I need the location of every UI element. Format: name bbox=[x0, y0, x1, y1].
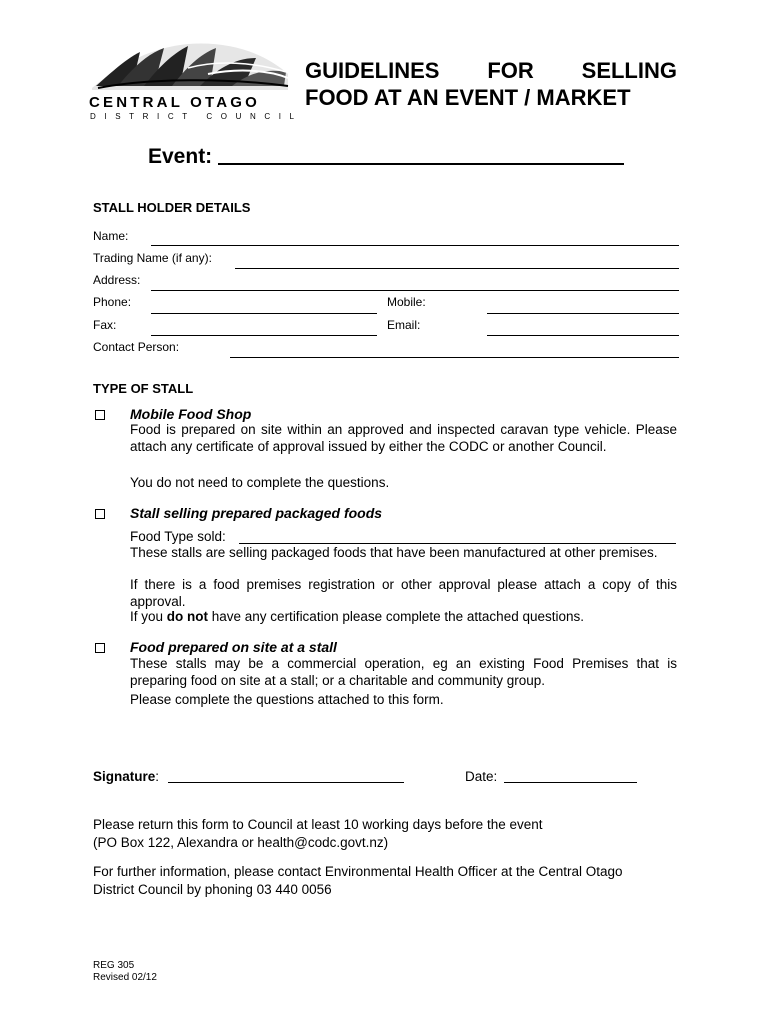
event-field[interactable] bbox=[218, 163, 624, 165]
form-reference: REG 305 Revised 02/12 bbox=[93, 960, 157, 983]
address-label: Address: bbox=[93, 273, 141, 287]
stall-holder-heading: STALL HOLDER DETAILS bbox=[93, 200, 251, 215]
phone-label: Phone: bbox=[93, 295, 132, 309]
title-line-2: FOOD AT AN EVENT / MARKET bbox=[305, 85, 631, 110]
mobile-food-shop-title: Mobile Food Shop bbox=[130, 406, 252, 422]
trading-name-label: Trading Name (if any): bbox=[93, 251, 212, 265]
mountain-logo-graphic bbox=[88, 38, 293, 94]
address-field[interactable] bbox=[151, 290, 679, 291]
mobile-food-shop-description: Food is prepared on site within an approved and inspected caravan type vehicle. Please attach any certificate of approval issued by either the CODC or another Council. bbox=[130, 422, 677, 454]
page-title bbox=[305, 57, 680, 111]
mobile-food-shop-note: You do not need to complete the questions. bbox=[130, 475, 390, 490]
food-type-field[interactable] bbox=[239, 543, 676, 544]
further-information: For further information, please contact Environmental Health Officer at the Central Otago District Council by phoning 03 440 0056 bbox=[93, 864, 623, 897]
mobile-food-shop-checkbox[interactable] bbox=[95, 410, 105, 420]
return-instructions: Please return this form to Council at least 10 working days before the event (PO Box 122, Alexandra or health@codc.govt.nz) bbox=[93, 817, 543, 850]
type-of-stall-heading: TYPE OF STALL bbox=[93, 381, 194, 396]
mobile-label: Mobile: bbox=[387, 295, 426, 309]
food-on-site-checkbox[interactable] bbox=[95, 643, 105, 653]
email-field[interactable] bbox=[487, 335, 679, 336]
food-type-label: Food Type sold: bbox=[130, 529, 226, 544]
trading-name-field[interactable] bbox=[235, 268, 679, 269]
contact-person-field[interactable] bbox=[230, 357, 679, 358]
food-on-site-description: These stalls may be a commercial operation, eg an existing Food Premises that is preparing food on site at a stall; or a charitable and community group. bbox=[130, 656, 677, 688]
packaged-foods-checkbox[interactable] bbox=[95, 509, 105, 519]
mobile-field[interactable] bbox=[487, 313, 679, 314]
signature-field[interactable] bbox=[168, 782, 404, 783]
packaged-foods-approval-note: If there is a food premises registration or other approval please attach a copy of this approval. bbox=[130, 577, 677, 609]
signature-label: Signature: bbox=[93, 769, 160, 784]
contact-person-label: Contact Person: bbox=[93, 340, 180, 354]
packaged-foods-certification-note: If you do not have any certification please complete the attached questions. bbox=[130, 609, 584, 624]
date-label: Date: bbox=[465, 769, 498, 784]
email-label: Email: bbox=[387, 318, 421, 332]
fax-field[interactable] bbox=[151, 335, 377, 336]
food-on-site-title: Food prepared on site at a stall bbox=[130, 639, 337, 655]
title-word: SELLING bbox=[581, 58, 677, 83]
fax-label: Fax: bbox=[93, 318, 117, 332]
council-logo bbox=[88, 38, 303, 124]
title-line-1 bbox=[305, 57, 677, 84]
name-field[interactable] bbox=[151, 245, 679, 246]
title-word: FOR bbox=[487, 58, 534, 83]
logo-name: CENTRAL OTAGO bbox=[89, 94, 261, 111]
name-label: Name: bbox=[93, 229, 129, 243]
food-on-site-note: Please complete the questions attached to this form. bbox=[130, 692, 444, 707]
event-label: Event: bbox=[148, 145, 213, 168]
packaged-foods-description: These stalls are selling packaged foods that have been manufactured at other premises. bbox=[130, 545, 658, 560]
date-field[interactable] bbox=[504, 782, 637, 783]
logo-subtitle: DISTRICT COUNCIL bbox=[90, 112, 303, 121]
title-word: GUIDELINES bbox=[305, 58, 440, 83]
phone-field[interactable] bbox=[151, 313, 377, 314]
packaged-foods-title: Stall selling prepared packaged foods bbox=[130, 505, 383, 521]
